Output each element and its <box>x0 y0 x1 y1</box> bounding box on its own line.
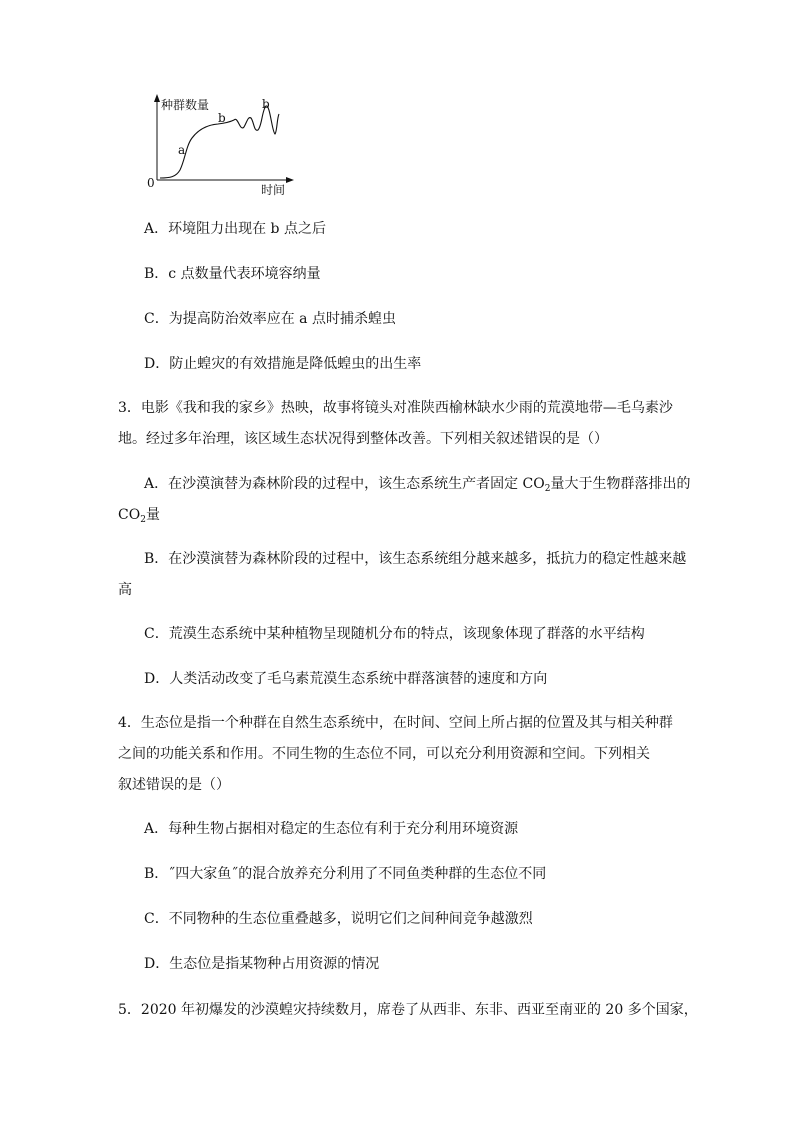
q5-stem-line1: 5．2020 年初爆发的沙漠蝗灾持续数月，席卷了从西非、东非、西亚至南亚的 20 多个国家， <box>118 1002 698 1018</box>
q3-stem-line2: 地。经过多年治理，该区域生态状况得到整体改善。下列相关叙述错误的是（） <box>118 431 608 447</box>
q3-option-c: C．荒漠生态系统中某种植物呈现随机分布的特点，该现象体现了群落的水平结构 <box>144 626 645 642</box>
q3-option-b: B．在沙漠演替为森林阶段的过程中，该生态系统组分越来越多，抵抗力的稳定性越来越 <box>144 551 687 567</box>
point-b-peak-label: b <box>262 97 270 111</box>
q4-option-a: A．每种生物占据相对稳定的生态位有利于充分利用环境资源 <box>144 821 519 837</box>
population-curve-figure <box>140 92 300 200</box>
q3-option-a: A．在沙漠演替为森林阶段的过程中，该生态系统生产者固定 $CO_2$量大于生物群落排出的 <box>144 476 691 494</box>
q3-option-b-cont: 高 <box>118 582 132 598</box>
q4-stem-line2: 之间的功能关系和作用。不同生物的生态位不同，可以充分利用资源和空间。下列相关 <box>118 746 650 762</box>
q4-option-b: B．˝四大家鱼˝的混合放养充分利用了不同鱼类种群的生态位不同 <box>144 866 547 882</box>
y-axis-arrow <box>154 94 160 102</box>
origin-label: 0 <box>147 176 155 190</box>
q4-stem-line3: 叙述错误的是（） <box>118 777 230 793</box>
q3-option-d: D．人类活动改变了毛乌素荒漠生态系统中群落演替的速度和方向 <box>144 671 548 687</box>
q4-option-c: C．不同物种的生态位重叠越多，说明它们之间种间竞争越激烈 <box>144 911 533 927</box>
q2-option-d: D．防止蝗灾的有效措施是降低蝗虫的出生率 <box>144 356 422 372</box>
q4-option-d: D．生态位是指某物种占用资源的情况 <box>144 956 380 972</box>
point-b-label: b <box>218 111 226 125</box>
q3-stem-line1: 3．电影《我和我的家乡》热映，故事将镜头对准陕西榆林缺水少雨的荒漠地带—毛乌素沙 <box>118 400 673 416</box>
q2-option-b: B．c 点数量代表环境容纳量 <box>144 266 321 282</box>
y-axis-label: 种群数量 <box>161 98 210 112</box>
x-axis-arrow <box>286 177 294 183</box>
q3-option-a-cont: $CO_2$量 <box>118 507 160 525</box>
q2-option-a: A．环境阻力出现在 b 点之后 <box>144 221 326 237</box>
q2-option-c: C．为提高防治效率应在 a 点时捕杀蝗虫 <box>144 311 396 327</box>
q4-stem-line1: 4．生态位是指一个种群在自然生态系统中，在时间、空间上所占据的位置及其与相关种群 <box>118 715 673 731</box>
point-a-label: a <box>178 143 186 157</box>
x-axis-label: 时间 <box>261 183 286 197</box>
